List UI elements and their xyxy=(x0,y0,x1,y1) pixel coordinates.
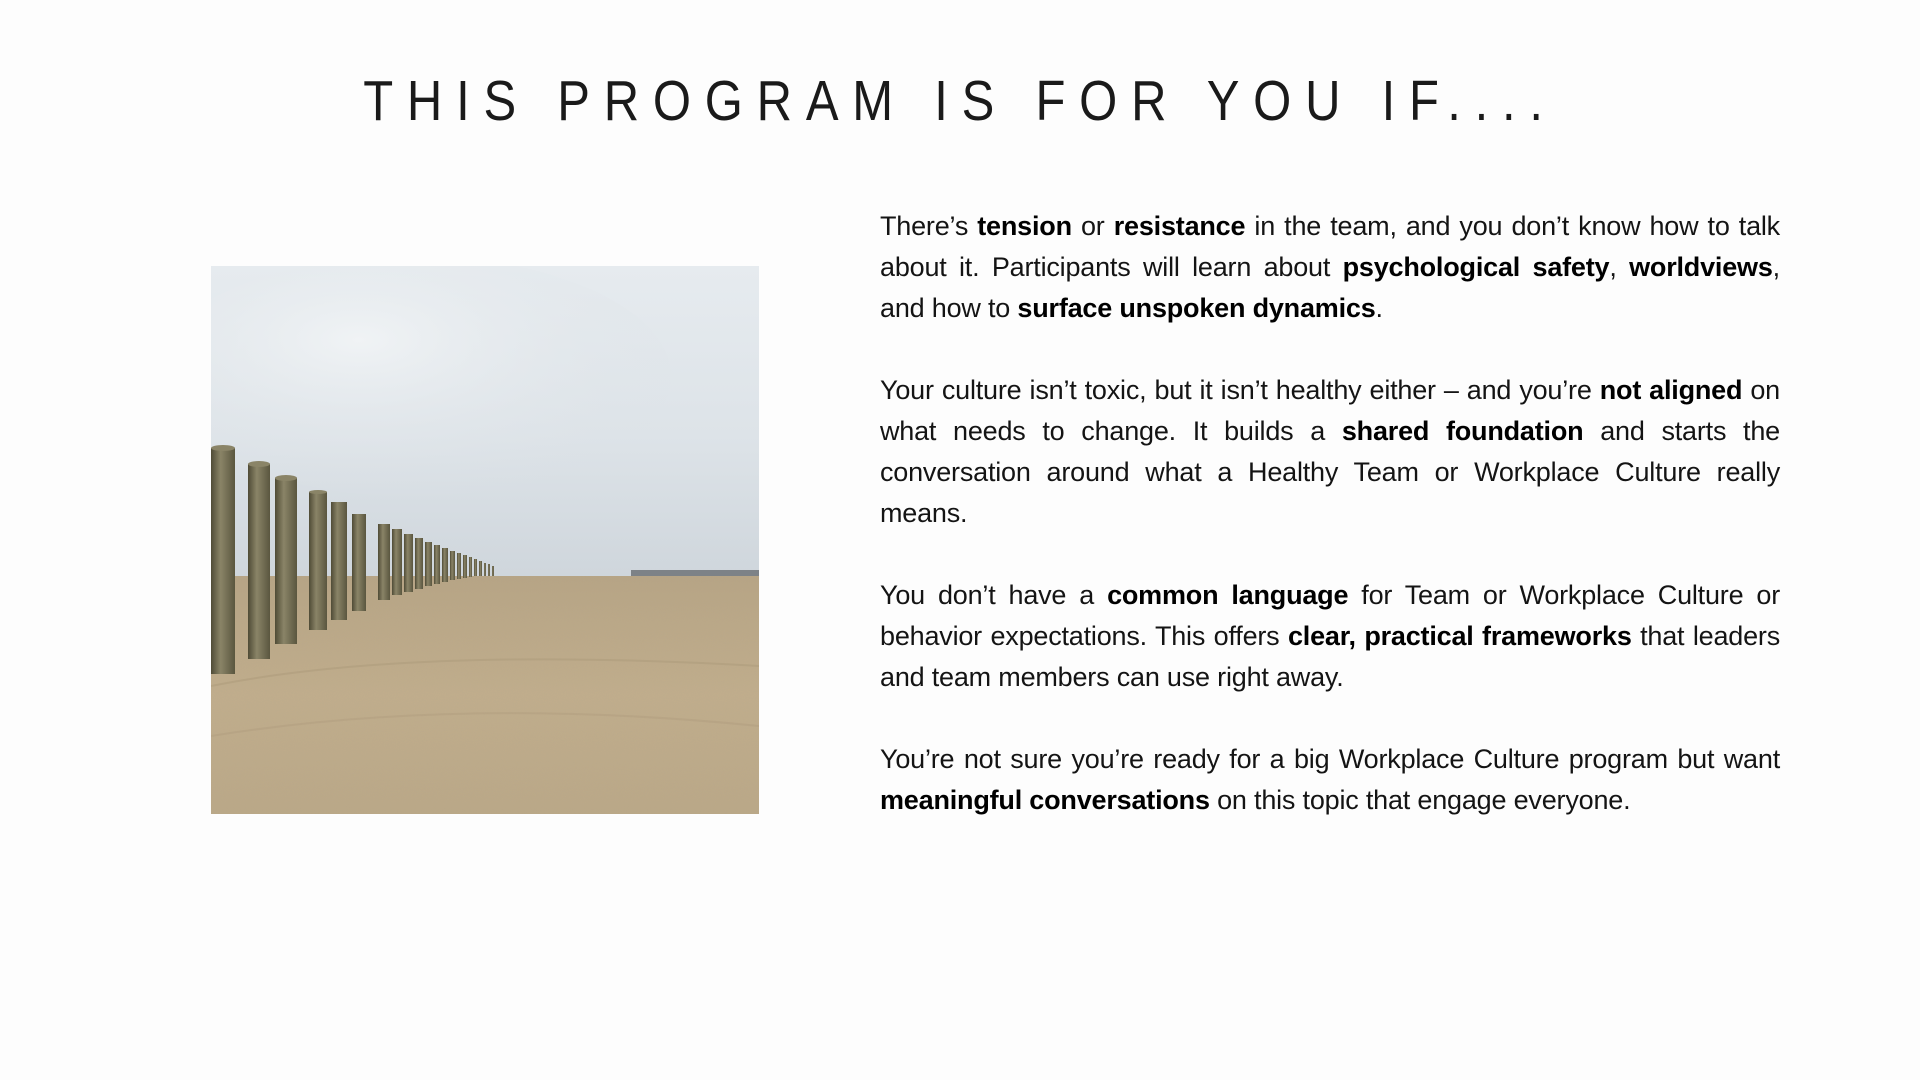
emphasis-text: resistance xyxy=(1113,211,1246,241)
body-text: You don’t have a xyxy=(880,580,1108,610)
emphasis-text: common language xyxy=(1107,580,1349,610)
body-text: Your culture isn’t toxic, but it isn’t healthy either – and you’re xyxy=(880,375,1600,405)
body-text: for Team or Workplace Culture or behavior expectations. This offers xyxy=(880,580,1781,651)
reason-paragraph xyxy=(880,575,1780,698)
beach-posts-photo xyxy=(211,266,759,814)
body-text: There’s xyxy=(880,211,978,241)
emphasis-text: shared foundation xyxy=(1341,416,1584,446)
distant-treeline xyxy=(631,570,759,576)
body-text: , xyxy=(1609,252,1630,282)
body-text: in the team, and you don’t know how to talk about it. Participants will learn about xyxy=(880,211,1780,282)
emphasis-text: surface unspoken dynamics xyxy=(1017,293,1376,323)
body-text: or xyxy=(1071,211,1114,241)
emphasis-text: tension xyxy=(977,211,1072,241)
reason-paragraph xyxy=(880,370,1780,534)
body-text: and starts the conversation around what a Healthy Team or Workplace Culture really means. xyxy=(880,416,1780,528)
emphasis-text: psychological safety xyxy=(1342,252,1610,282)
photo-illustration xyxy=(211,266,759,814)
reason-paragraph xyxy=(880,206,1780,329)
emphasis-text: clear, practical frameworks xyxy=(1287,621,1632,651)
emphasis-text: not aligned xyxy=(1599,375,1743,405)
body-text: . xyxy=(1375,293,1383,323)
body-text: , and how to xyxy=(880,252,1780,323)
reason-paragraph xyxy=(880,739,1780,821)
emphasis-text: meaningful conversations xyxy=(880,785,1210,815)
body-text: You’re not sure you’re ready for a big Workplace Culture program but want xyxy=(880,744,1780,774)
page-title: THIS PROGRAM IS FOR YOU IF.... xyxy=(363,69,1557,133)
emphasis-text: worldviews xyxy=(1629,252,1773,282)
reasons-list xyxy=(880,206,1780,862)
body-text: that leaders and team members can use right away. xyxy=(880,621,1780,692)
body-text: on what needs to change. It builds a xyxy=(880,375,1780,446)
body-text: on this topic that engage everyone. xyxy=(1209,785,1631,815)
